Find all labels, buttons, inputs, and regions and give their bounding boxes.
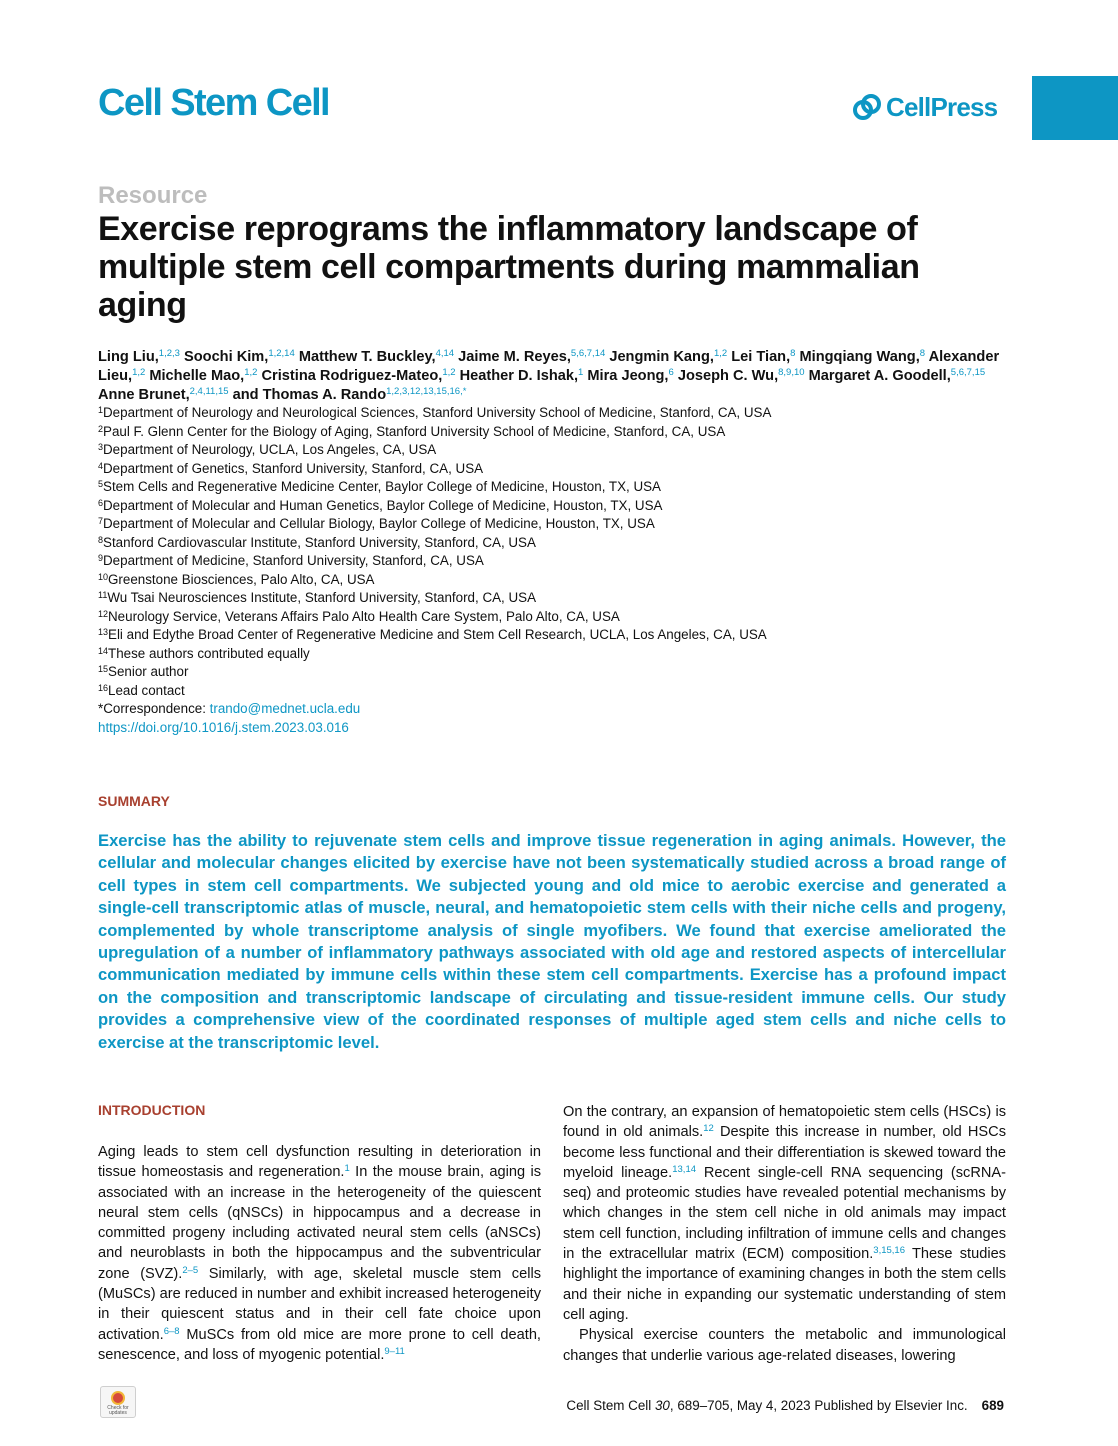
affiliation (98, 552, 998, 571)
author-affiliation-ref[interactable]: 1,2 (244, 367, 258, 378)
author-affiliation-ref[interactable]: 1,2,14 (268, 348, 295, 359)
affiliation (98, 663, 998, 682)
summary-text: Exercise has the ability to rejuvenate stem cells and improve tissue regeneration in aging animals. However, the cellular and molecular changes elicited by exercise have not been systematically studied across a broad range of cell types in stem cell compartments. We subjected young and old mice to aerobic exercise and generated a single-cell transcriptomic atlas of muscle, neural, and hematopoietic stem cells with their niche cells and progeny, complemented by whole transcriptome analysis of single myofibers. We found that exercise ameliorated the upregulation of a number of inflammatory pathways associated with old age and restored aspects of intercellular communication mediated by immune cells within these stem cell compartments. Exercise has a profound impact on the composition and transcriptomic landscape of circulating and tissue-resident immune cells. Our study provides a comprehensive view of the coordinated responses of multiple aged stem cells and niche cells to exercise at the transcriptomic level. (98, 831, 1006, 1052)
footer-volume: 30 (654, 1398, 670, 1413)
author-name: Heather D. Ishak, (459, 368, 579, 384)
affiliation-text: These authors contributed equally (108, 645, 310, 661)
affiliation-text: Eli and Edythe Broad Center of Regenerative Medicine and Stem Cell Research, UCLA, Los Angeles, CA, USA (108, 627, 767, 642)
affiliation-number: 13 (98, 627, 109, 637)
affiliation (98, 626, 998, 645)
affiliation-text: Department of Neurology, UCLA, Los Angeles, CA, USA (103, 442, 437, 457)
citation-link[interactable]: 6–8 (163, 1325, 180, 1337)
affiliation-text: Greenstone Biosciences, Palo Alto, CA, USA (108, 571, 375, 587)
citation-link[interactable]: 3,15,16 (873, 1245, 905, 1257)
summary-heading: SUMMARY (98, 793, 170, 809)
author (149, 368, 257, 384)
author-affiliation-ref[interactable]: 5,6,7,14 (570, 348, 606, 359)
author-name: Michelle Mao, (149, 368, 245, 384)
affiliation-number: 14 (98, 645, 109, 656)
affiliation-text: Stanford Cardiovascular Institute, Stanford University, Stanford, CA, USA (103, 534, 536, 550)
author-affiliation-ref[interactable]: 1,2 (132, 367, 146, 378)
intro-paragraph (563, 1102, 1006, 1325)
affiliation-text: Stem Cells and Regenerative Medicine Center, Baylor College of Medicine, Houston, TX, USA (103, 479, 661, 494)
body-text: In the mouse brain, aging is associated with an increase in the heterogeneity of the quiescent neural stem cells (qNSCs) in hippocampus and a decrease in committed progeny including activated neural stem cells (aNSCs) and neuroblasts in both the hippocampus and the subventricular zone (SVZ). (98, 1164, 541, 1282)
affiliation-number: 12 (98, 608, 109, 619)
author-name: Lei Tian, (731, 349, 791, 365)
introduction-column-1 (98, 1142, 541, 1365)
author (98, 387, 229, 403)
author (731, 349, 795, 365)
author-affiliation-ref[interactable]: 4,14 (435, 348, 455, 359)
intro-paragraph (98, 1142, 541, 1365)
correspondence (98, 700, 998, 719)
affiliation-number: 1 (98, 405, 104, 415)
affiliation-list (98, 404, 998, 700)
affiliation-text: Wu Tsai Neurosciences Institute, Stanford University, Stanford, CA, USA (107, 590, 537, 605)
intro-paragraph: Physical exercise counters the metabolic and immunological changes that underlie various age-related diseases, lowering (563, 1327, 1006, 1364)
author-name: Cristina Rodriguez-Mateo, (261, 368, 443, 384)
affiliation-number: 11 (98, 590, 108, 600)
affiliation-text: Department of Molecular and Human Genetics, Baylor College of Medicine, Houston, TX, USA (103, 497, 663, 513)
affiliation-text: Department of Molecular and Cellular Biology, Baylor College of Medicine, Houston, TX, USA (103, 516, 655, 531)
affiliation-number: 10 (98, 571, 109, 582)
affiliation-text: Department of Genetics, Stanford University, Stanford, CA, USA (103, 460, 484, 476)
author-affiliation-ref[interactable]: 1 (578, 367, 584, 378)
introduction-heading: INTRODUCTION (98, 1102, 206, 1118)
author-name: Alexander Lieu, (98, 349, 1000, 384)
author-name: Jengmin Kang, (609, 349, 714, 365)
author (184, 349, 295, 365)
author (587, 368, 673, 384)
badge-label: Check for updates (107, 1405, 129, 1416)
author-affiliation-ref[interactable]: 1,2,3,12,13,15,16,* (386, 386, 467, 397)
affiliation-text: Neurology Service, Veterans Affairs Palo Alto Health Care System, Palo Alto, CA, USA (108, 608, 620, 624)
correspondence-label: *Correspondence: (98, 701, 210, 716)
affiliation (98, 608, 998, 627)
affiliations (98, 404, 998, 737)
affiliation (98, 497, 998, 516)
author (458, 349, 605, 365)
affiliation (98, 571, 998, 590)
author-affiliation-ref[interactable]: 6 (668, 367, 674, 378)
citation-link[interactable]: 12 (703, 1123, 714, 1135)
author (233, 387, 467, 403)
citation-link[interactable]: 13,14 (672, 1163, 697, 1175)
affiliation-text: Paul F. Glenn Center for the Biology of Aging, Stanford University School of Medicine, Stanford, CA, USA (103, 423, 726, 439)
affiliation-number: 16 (98, 682, 109, 693)
author-name: Soochi Kim, (184, 349, 269, 365)
affiliation (98, 682, 998, 701)
affiliation-number: 15 (98, 664, 109, 674)
color-tab (1032, 76, 1118, 140)
author (98, 349, 180, 365)
affiliation (98, 404, 998, 423)
affiliation-text: Department of Medicine, Stanford University, Stanford, CA, USA (103, 553, 484, 568)
author (299, 349, 454, 365)
author-affiliation-ref[interactable]: 8 (919, 348, 926, 359)
check-updates-icon (111, 1391, 125, 1405)
affiliation-text: Lead contact (108, 682, 185, 698)
check-for-updates-badge[interactable] (100, 1386, 136, 1418)
affiliation-number: 6 (98, 497, 104, 508)
author-name: Matthew T. Buckley, (298, 349, 436, 365)
author-affiliation-ref[interactable]: 1,2 (713, 348, 728, 359)
journal-logo: Cell Stem Cell (98, 82, 330, 124)
affiliation-number: 8 (98, 534, 104, 545)
author-affiliation-ref[interactable]: 5,6,7,15 (950, 367, 986, 378)
article-title: Exercise reprograms the inflammatory landscape of multiple stem cell compartments during mammalian aging (98, 210, 920, 324)
affiliation-number: 3 (98, 442, 104, 452)
article-type: Resource (98, 182, 208, 209)
author-name: Ling Liu, (98, 349, 159, 365)
body-text: Despite this increase in number, old HSCs become less functional and their differentiation is skewed toward the myeloid lineage. (563, 1124, 1006, 1181)
affiliation (98, 441, 998, 460)
author (609, 349, 727, 365)
author-affiliation-ref[interactable]: 1,2 (442, 367, 456, 378)
author-name: Anne Brunet, (98, 387, 190, 403)
body-text: Similarly, with age, skeletal muscle stem cells (MuSCs) are reduced in number and exhibit increased heterogeneity in their quiescent status and in their cell fate choice upon activation. (98, 1265, 542, 1343)
author (800, 349, 926, 365)
author-list (98, 348, 1018, 405)
affiliation (98, 515, 998, 534)
affiliation-number: 5 (98, 479, 104, 489)
affiliation-number: 4 (98, 460, 104, 471)
correspondence-email-link[interactable]: trando@mednet.ucla.edu (209, 701, 361, 716)
introduction-column-2 (563, 1102, 1006, 1366)
cellpress-icon (852, 93, 882, 123)
affiliation (98, 645, 998, 664)
footer-citation: , 689–705, May 4, 2023 Published by Elsevier Inc. (669, 1398, 968, 1413)
author (678, 368, 805, 384)
body-text: MuSCs from old mice are more prone to cell death, senescence, and loss of myogenic potential. (98, 1326, 541, 1363)
citation-link[interactable]: 2–5 (182, 1264, 199, 1276)
affiliation-number: 2 (98, 423, 104, 434)
author (262, 368, 456, 384)
body-text: Recent single-cell RNA sequencing (scRNA-seq) and proteomic studies have revealed potential mechanisms by which changes in the stem cell niche in old animals may impact stem cell function, including infiltration of immune cells and changes in the extracellular matrix (ECM) composition. (563, 1164, 1007, 1263)
affiliation-number: 7 (98, 516, 104, 526)
affiliation (98, 478, 998, 497)
doi-link[interactable]: https://doi.org/10.1016/j.stem.2023.03.016 (98, 719, 349, 735)
citation-link[interactable]: 9–11 (384, 1345, 405, 1357)
author-name: Jaime M. Reyes, (458, 349, 571, 365)
citation-link[interactable]: 1 (344, 1163, 350, 1175)
affiliation-number: 9 (98, 553, 104, 563)
affiliation (98, 460, 998, 479)
author-affiliation-ref[interactable]: 8 (790, 348, 796, 359)
affiliation (98, 589, 998, 608)
author-name: Joseph C. Wu, (677, 368, 779, 384)
affiliation (98, 423, 998, 442)
author-name: Mira Jeong, (587, 368, 669, 384)
affiliation (98, 534, 998, 553)
author-affiliation-ref[interactable]: 8,9,10 (778, 367, 805, 378)
author (809, 368, 986, 384)
publisher-logo (852, 92, 997, 123)
author-affiliation-ref[interactable]: 1,2,3 (158, 348, 180, 359)
body-text: Aging leads to stem cell dysfunction resulting in deterioration in tissue homeostasis and regeneration. (98, 1144, 541, 1181)
affiliation-text: Senior author (108, 664, 189, 679)
page-number: 689 (981, 1398, 1004, 1413)
author (460, 368, 584, 384)
body-text: On the contrary, an expansion of hematopoietic stem cells (HSCs) is found in old animals. (563, 1104, 1006, 1141)
page-footer (566, 1398, 1004, 1413)
author-name: Mingqiang Wang, (799, 349, 920, 365)
author-affiliation-ref[interactable]: 2,4,11,15 (189, 386, 229, 397)
author-name: Margaret A. Goodell, (808, 368, 951, 384)
body-text: These studies highlight the importance of examining changes in both the stem cells and their niche in expanding our systematic understanding of stem cell aging. (563, 1246, 1006, 1323)
footer-journal: Cell Stem Cell (566, 1398, 655, 1413)
author-name: and Thomas A. Rando (232, 387, 387, 403)
affiliation-text: Department of Neurology and Neurological Sciences, Stanford University School of Medicine, Stanford, CA, USA (103, 405, 772, 420)
publisher-name: CellPress (886, 92, 998, 122)
